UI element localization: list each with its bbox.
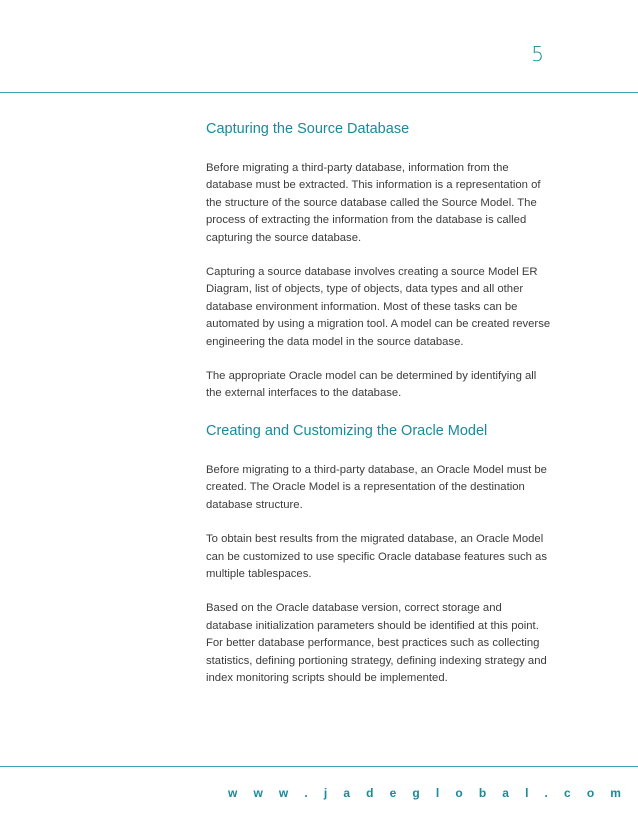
section-heading-oracle-model: Creating and Customizing the Oracle Model	[206, 422, 488, 439]
paragraph: Before migrating to a third-party database, an Oracle Model must be created. The Oracle Model is a representation of the destination database structure.	[206, 463, 547, 511]
header-divider	[0, 92, 638, 93]
paragraph: Before migrating a third-party database, information from the database must be extracted. This information is a representation of the structure of the source database called the Source Model. The process of extracting the information from the database is called capturing the source database.	[206, 162, 541, 244]
main-content	[206, 118, 551, 704]
page-number: 5	[531, 42, 544, 66]
footer-website-link[interactable]: w w w . j a d e g l o b a l . c o m	[228, 786, 628, 800]
paragraph: Capturing a source database involves creating a source Model ER Diagram, list of objects, type of objects, data types and all other database environment information. Most of these tasks can be automated by using a migration tool. A model can be created reverse engineering the data model in the source database.	[206, 266, 551, 348]
paragraph: To obtain best results from the migrated database, an Oracle Model can be customized to use specific Oracle database features such as multiple tablespaces.	[206, 533, 547, 580]
paragraph: Based on the Oracle database version, correct storage and database initialization parameters should be identified at this point. For better database performance, best practices such as collecting statistics, defining portioning strategy, defining indexing strategy and index monitoring scripts should be implemented.	[206, 602, 547, 684]
section-heading-capturing-source: Capturing the Source Database	[206, 121, 410, 137]
footer-divider	[0, 766, 638, 767]
paragraph: The appropriate Oracle model can be determined by identifying all the external interfaces to the database.	[206, 370, 537, 400]
